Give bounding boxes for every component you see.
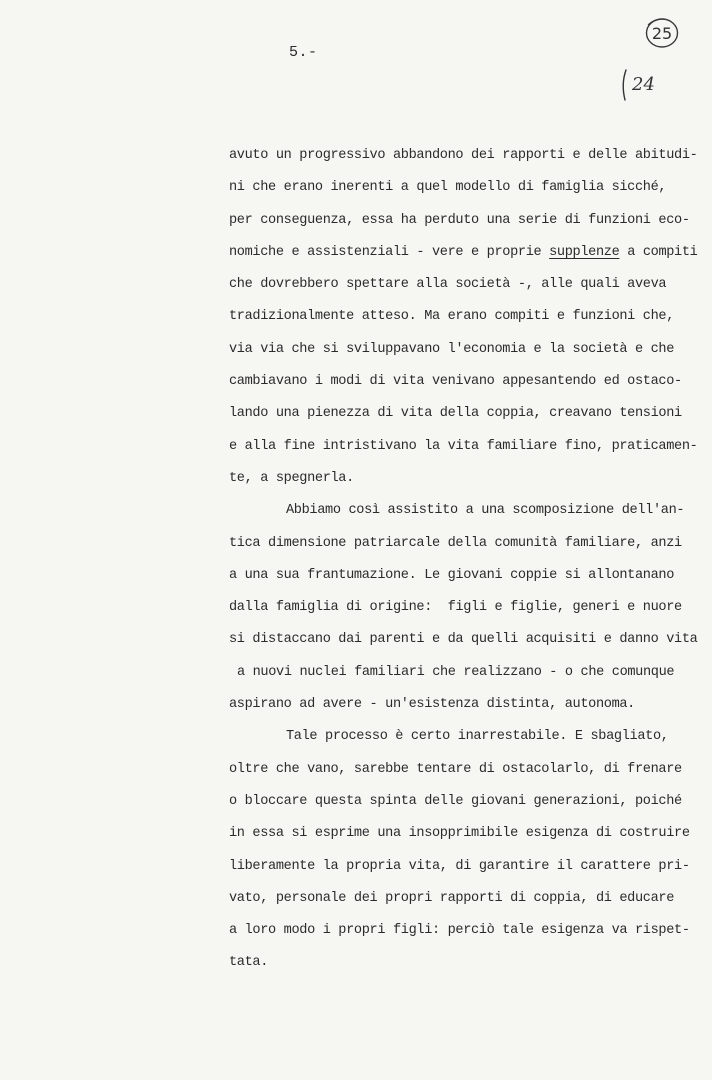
text-line: tica dimensione patriarcale della comunità familiare, anzi (229, 535, 682, 551)
text-line: oltre che vano, sarebbe tentare di ostacolarlo, di frenare (229, 761, 682, 777)
text-line: che dovrebbero spettare alla società -, alle quali aveva (229, 277, 667, 293)
text-segment: a compiti (619, 244, 698, 260)
text-line: a nuovi nuclei familiari che realizzano - o che comunque (237, 664, 675, 680)
text-line: tradizionalmente atteso. Ma erano compiti e funzioni che, (229, 309, 675, 325)
circled-page-stamp (644, 16, 680, 50)
text-segment: nomiche e assistenziali - vere e proprie (229, 244, 550, 260)
stamp-number: 25 (651, 24, 673, 43)
text-line: e alla fine intristivano la vita familiare fino, praticamen- (229, 438, 698, 454)
text-line: te, a spegnerla. (229, 470, 354, 486)
text-line: o bloccare questa spinta delle giovani generazioni, poiché (229, 793, 682, 809)
text-line: dalla famiglia di origine: figli e figlie, generi e nuore (229, 600, 682, 616)
body-text (229, 140, 698, 980)
handwritten-number: 24 (632, 74, 655, 95)
text-line: a loro modo i propri figli: perciò tale esigenza va rispet- (229, 923, 690, 939)
text-line-with-underline (229, 237, 698, 269)
text-line: si distaccano dai parenti e da quelli acquisiti e danno vita (229, 632, 698, 648)
underlined-word: supplenze (549, 244, 620, 260)
text-line: vato, personale dei propri rapporti di coppia, di educare (229, 890, 675, 906)
text-line: per conseguenza, essa ha perduto una serie di funzioni eco- (229, 212, 690, 228)
text-line: Tale processo è certo inarrestabile. E sbagliato, (286, 729, 669, 745)
handwritten-page-number (620, 66, 664, 106)
text-line: Abbiamo così assistito a una scomposizione dell'an- (286, 503, 685, 519)
text-line: via via che si sviluppavano l'economia e la società e che (229, 341, 675, 357)
text-line: in essa si esprime una insopprimibile esigenza di costruire (229, 826, 690, 842)
text-line: lando una pienezza di vita della coppia, creavano tensioni (229, 406, 682, 422)
handwritten-number-drawing (620, 66, 664, 106)
text-line: aspirano ad avere - un'esistenza distinta, autonoma. (229, 697, 635, 713)
text-line: a una sua frantumazione. Le giovani coppie si allontanano (229, 567, 675, 583)
page-number: 5.- (289, 44, 318, 61)
text-line: cambiavano i modi di vita venivano appesantendo ed ostaco- (229, 374, 682, 390)
text-line: liberamente la propria vita, di garantire il carattere pri- (229, 858, 690, 874)
text-line: tata. (229, 955, 269, 971)
text-line: ni che erano inerenti a quel modello di famiglia sicché, (229, 180, 667, 196)
circled-stamp-drawing (644, 16, 680, 50)
text-line: avuto un progressivo abbandono dei rapporti e delle abitudi- (229, 148, 698, 163)
